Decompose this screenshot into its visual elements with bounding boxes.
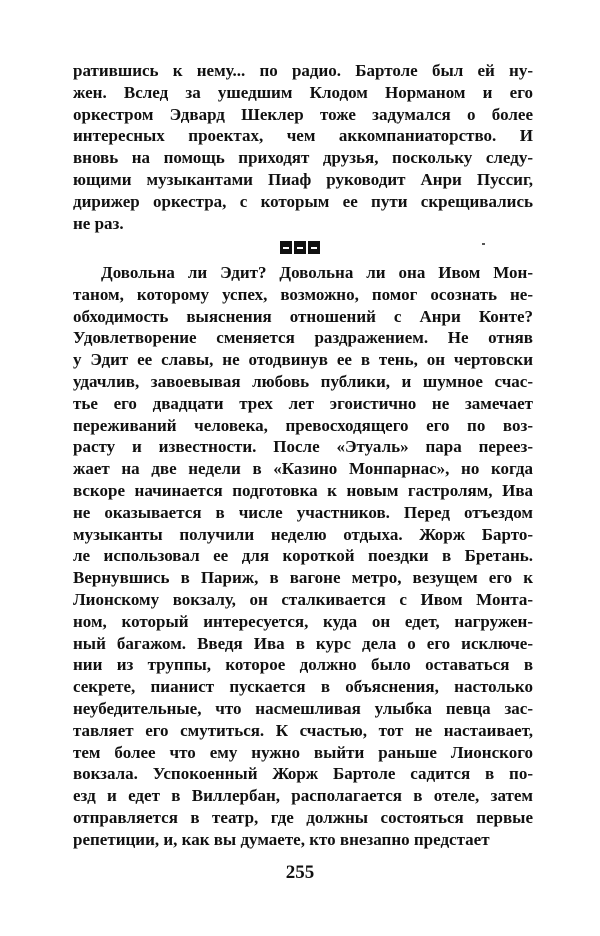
text-line: тавляет его смутиться. К счастью, тот не настаивает, <box>73 720 533 740</box>
text-line: интересных проектах, чем аккомпаниаторство. И <box>73 126 533 146</box>
scan-speck <box>482 243 485 245</box>
page-number: 255 <box>285 862 315 883</box>
text-line: вновь на помощь приходят друзья, поскольку следу- <box>73 148 533 168</box>
text-line: отправляется в театр, где должны состояться первые <box>73 807 533 827</box>
text-line: ле использовал ее для короткой поездки в Бретань. <box>73 546 533 566</box>
text-line: расту и известности. После «Этуаль» пара переез- <box>73 437 533 457</box>
text-line: жает на две недели в «Казино Монпарнас», но когда <box>73 459 533 479</box>
text-line: вскоре начинается подготовка к новым гастролям, Ива <box>73 480 533 500</box>
paragraph-2 <box>73 262 533 851</box>
text-line: не раз. <box>73 213 124 233</box>
text-line: вокзала. Успокоенный Жорж Бартоле садится в по- <box>73 764 533 784</box>
text-line: переживаний человека, превосходящего его по воз- <box>73 415 533 435</box>
text-line: тем более что ему нужно выйти раньше Лионского <box>73 742 533 762</box>
text-line: удачлив, завоевывая любовь публики, и шумное счас- <box>73 371 533 391</box>
text-line: репетиции, и, как вы думаете, кто внезапно предстает <box>73 829 490 849</box>
text-line: таном, которому успех, возможно, помог осознать не- <box>73 284 533 304</box>
text-line: жен. Вслед за ушедшим Клодом Норманом и его <box>73 82 533 102</box>
text-line: Лионскому вокзалу, он сталкивается с Ивом Монта- <box>73 589 533 609</box>
text-line: неубедительные, что насмешливая улыбка певца зас- <box>73 698 533 718</box>
paragraph-1 <box>73 60 533 234</box>
text-line: ратившись к нему... по радио. Бартоле был ей ну- <box>73 61 533 80</box>
text-line: ном, который интересуется, куда он едет, нагружен- <box>73 611 533 631</box>
text-line: не оказывается в числе участников. Перед отъездом <box>73 502 533 522</box>
text-line: музыканты получили неделю отдыха. Жорж Барто- <box>73 524 533 544</box>
text-line: тье его двадцати трех лет эгоистично не замечает <box>73 393 533 413</box>
section-break-ornament-icon <box>280 241 320 254</box>
text-line: дирижер оркестра, с которым ее пути скрещивались <box>73 191 533 211</box>
text-line: у Эдит ее славы, не отодвинув ее в тень, он чертовски <box>73 350 533 370</box>
text-line: оркестром Эдвард Шеклер тоже задумался о более <box>73 104 533 124</box>
text-line: обходимость выяснения отношений с Анри Конте? <box>73 306 533 326</box>
text-line: нии из труппы, которое должно было оставаться в <box>73 655 533 675</box>
text-line: ющими музыкантами Пиаф руководит Анри Пуссиг, <box>73 169 533 189</box>
text-line: Вернувшись в Париж, в вагоне метро, везущем его к <box>73 568 533 588</box>
text-line: езд и едет в Виллербан, располагается в отеле, затем <box>73 786 533 806</box>
text-line: Довольна ли Эдит? Довольна ли она Ивом Мон- <box>101 263 533 282</box>
text-line: ный багажом. Введя Ива в курс дела о его исключе- <box>73 633 533 653</box>
text-line: секрете, пианист пускается в объяснения, настолько <box>73 677 533 697</box>
text-line: Удовлетворение сменяется раздражением. Не отняв <box>73 328 533 348</box>
